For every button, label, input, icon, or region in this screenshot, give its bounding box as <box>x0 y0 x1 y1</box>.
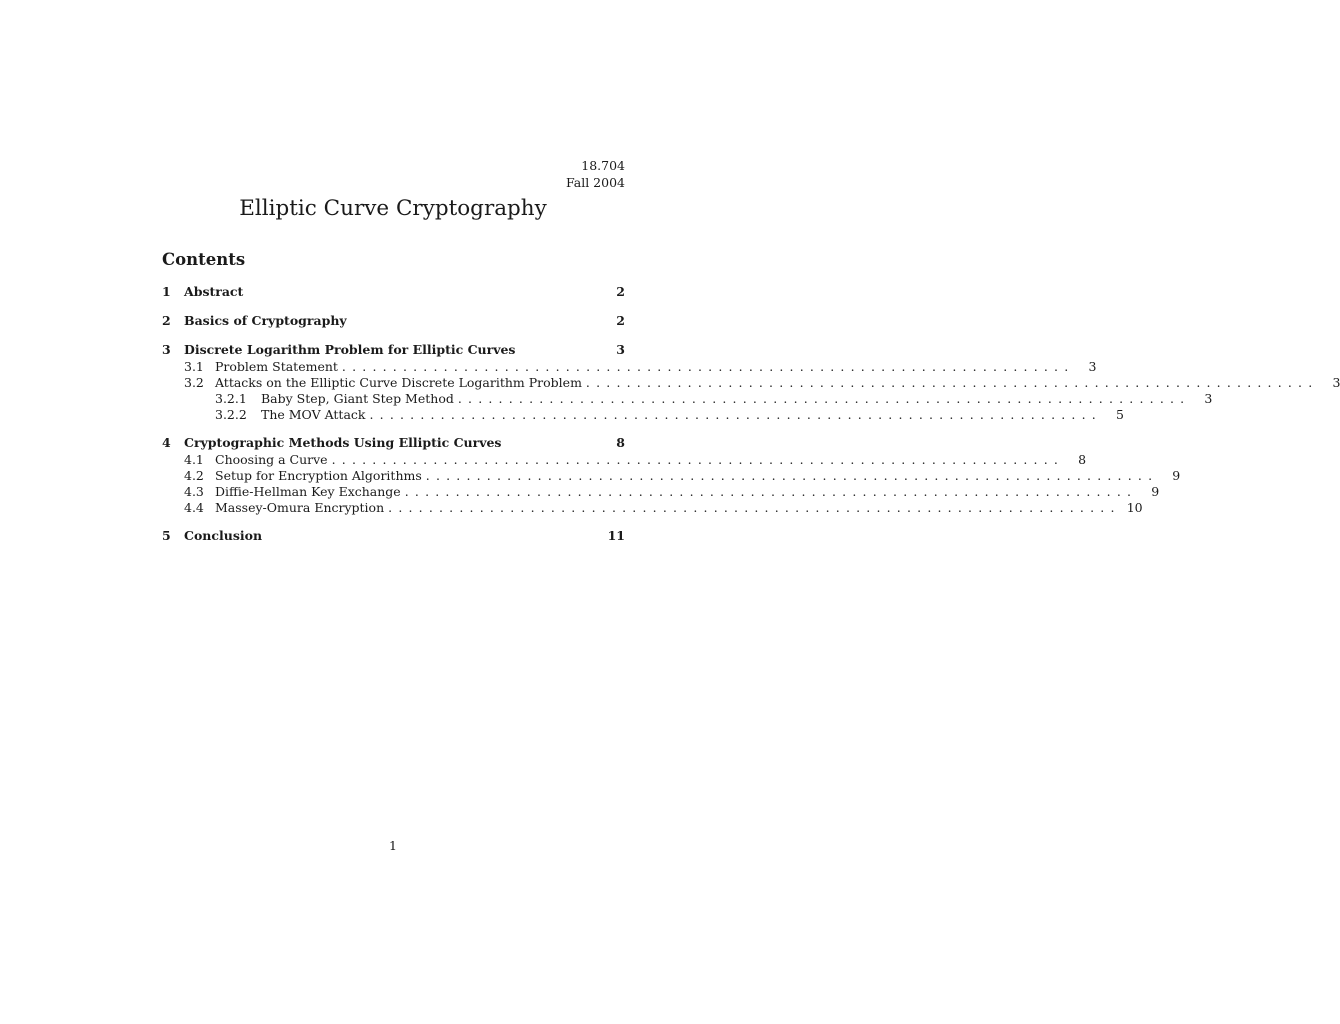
toc-entry-title: Baby Step, Giant Step Method <box>261 391 454 406</box>
toc-entry-title: Abstract <box>184 284 244 299</box>
toc-entry-title: Diffie-Hellman Key Exchange <box>215 484 401 499</box>
toc-entry-number: 3 <box>162 342 171 357</box>
toc-entry-page: 8 <box>616 435 625 450</box>
toc-entry-baby-step-giant-step[interactable] <box>162 391 1213 407</box>
toc-entry-basics-of-cryptography[interactable] <box>162 311 625 330</box>
toc-entry-number: 4.4 <box>184 500 204 515</box>
toc-entry-diffie-hellman[interactable] <box>162 484 1160 500</box>
toc-entry-page: 8 <box>1078 452 1087 467</box>
toc-entry-abstract[interactable] <box>162 282 625 301</box>
toc-leader-dots: ........................................................................ <box>457 391 1191 406</box>
toc-entry-number: 2 <box>162 313 171 328</box>
toc-leader-dots: ........................................................................ <box>369 407 1102 422</box>
toc-entry-number: 4.2 <box>184 468 204 483</box>
document-title: Elliptic Curve Cryptography <box>239 196 547 221</box>
table-of-contents <box>162 282 1340 545</box>
toc-leader-dots: ........................................................................ <box>425 468 1159 483</box>
toc-entry-page: 3 <box>1204 391 1213 406</box>
toc-leader-dots: ........................................................................ <box>585 375 1319 390</box>
toc-entry-title: Problem Statement <box>215 359 338 374</box>
toc-entry-mov-attack[interactable] <box>162 407 1124 423</box>
toc-entry-page: 11 <box>607 528 625 543</box>
toc-leader-dots: ........................................................................ <box>388 500 1121 515</box>
toc-entry-discrete-logarithm[interactable] <box>162 340 625 359</box>
toc-entry-cryptographic-methods[interactable] <box>162 433 625 452</box>
toc-entry-title: The MOV Attack <box>261 407 366 422</box>
toc-entry-title: Conclusion <box>184 528 263 543</box>
toc-entry-number: 5 <box>162 528 171 543</box>
toc-entry-title: Cryptographic Methods Using Elliptic Curves <box>184 435 502 450</box>
toc-entry-number: 1 <box>162 284 171 299</box>
toc-entry-massey-omura[interactable] <box>162 500 1143 516</box>
toc-entry-title: Discrete Logarithm Problem for Elliptic Curves <box>184 342 516 357</box>
contents-heading: Contents <box>162 250 246 269</box>
page-number: 1 <box>389 838 397 853</box>
toc-entry-title: Basics of Cryptography <box>184 313 347 328</box>
toc-leader-dots: ........................................................................ <box>404 484 1138 499</box>
toc-entry-number: 4.1 <box>184 452 204 467</box>
toc-entry-page: 10 <box>1126 500 1143 515</box>
toc-entry-number: 4 <box>162 435 171 450</box>
toc-entry-number: 3.2 <box>184 375 204 390</box>
toc-entry-page: 2 <box>616 284 625 299</box>
toc-entry-page: 9 <box>1151 484 1160 499</box>
toc-entry-page: 5 <box>1116 407 1124 422</box>
toc-entry-title: Setup for Encryption Algorithms <box>215 468 422 483</box>
toc-entry-page: 2 <box>616 313 625 328</box>
toc-entry-choosing-a-curve[interactable] <box>162 452 1087 468</box>
toc-entry-number: 3.2.1 <box>215 391 247 406</box>
toc-entry-page: 3 <box>616 342 625 357</box>
toc-entry-number: 4.3 <box>184 484 204 499</box>
toc-leader-dots: ........................................................................ <box>331 452 1065 467</box>
toc-entry-title: Attacks on the Elliptic Curve Discrete Logarithm Problem <box>215 375 582 390</box>
course-term: Fall 2004 <box>565 175 625 190</box>
toc-entry-conclusion[interactable] <box>162 526 625 545</box>
toc-entry-number: 3.2.2 <box>215 407 247 422</box>
toc-entry-page: 9 <box>1172 468 1181 483</box>
toc-entry-problem-statement[interactable] <box>162 359 1097 375</box>
toc-entry-page: 3 <box>1332 375 1340 390</box>
toc-entry-attacks[interactable] <box>162 375 1340 391</box>
toc-entry-title: Massey-Omura Encryption <box>215 500 385 515</box>
toc-entry-setup-encryption[interactable] <box>162 468 1181 484</box>
course-header <box>566 157 625 191</box>
toc-entry-number: 3.1 <box>184 359 204 374</box>
toc-entry-title: Choosing a Curve <box>215 452 328 467</box>
toc-leader-dots: ........................................................................ <box>341 359 1075 374</box>
toc-entry-page: 3 <box>1088 359 1097 374</box>
course-number: 18.704 <box>581 158 625 173</box>
